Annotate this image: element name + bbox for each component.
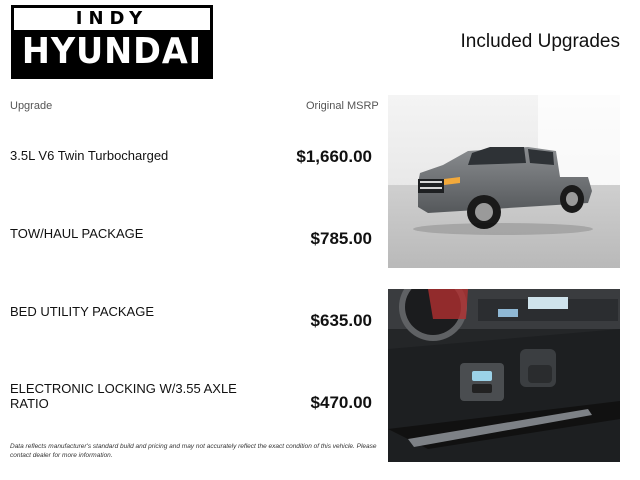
logo-top-text: INDY bbox=[14, 8, 210, 30]
upgrade-price: $635.00 bbox=[310, 311, 372, 330]
pickup-truck-photo bbox=[388, 95, 620, 268]
upgrade-column-header: Upgrade bbox=[10, 100, 53, 112]
logo-bottom-text: HYUNDAI bbox=[21, 31, 203, 72]
upgrade-name: ELECTRONIC LOCKING W/3.55 AXLE RATIO bbox=[10, 381, 237, 411]
upgrade-price: $785.00 bbox=[310, 229, 372, 248]
page-title: Included Upgrades bbox=[460, 31, 620, 52]
disclaimer: Data reflects manufacturer's standard build and pricing and may not accurately reflect the exact condition of this vehicle. Please contact dealer for more information. bbox=[10, 443, 377, 459]
interior-usb-port-photo bbox=[388, 289, 620, 462]
msrp-column-header: Original MSRP bbox=[306, 100, 379, 112]
upgrade-name: 3.5L V6 Twin Turbocharged bbox=[10, 148, 169, 163]
upgrade-name: TOW/HAUL PACKAGE bbox=[10, 226, 144, 241]
upgrade-name: BED UTILITY PACKAGE bbox=[10, 304, 155, 319]
upgrade-price: $1,660.00 bbox=[296, 147, 372, 166]
upgrade-price: $470.00 bbox=[310, 393, 372, 412]
dealer-logo bbox=[11, 5, 213, 79]
